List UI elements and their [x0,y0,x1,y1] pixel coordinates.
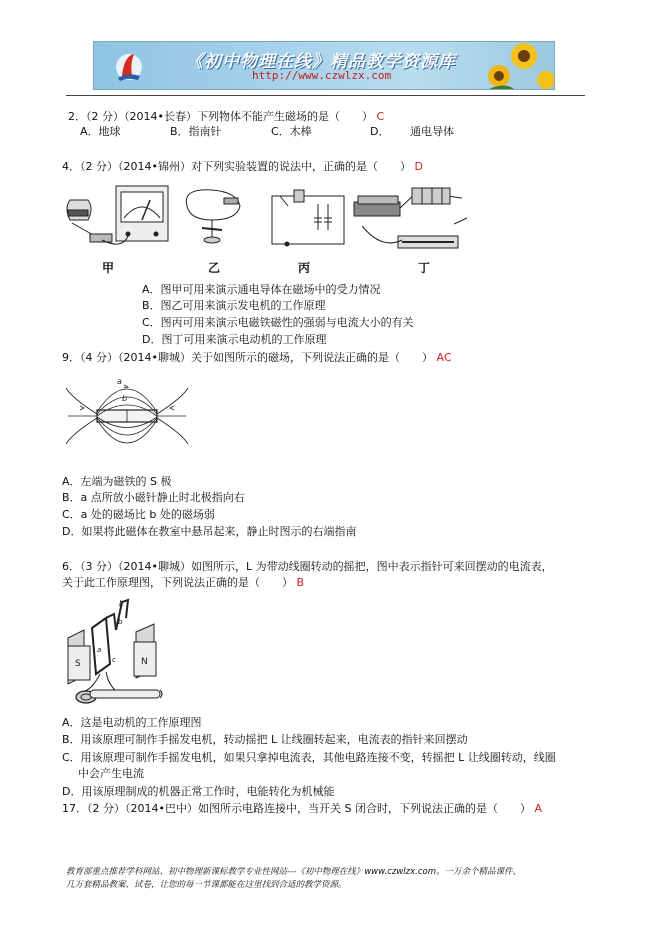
q4-option-c: C．图丙可用来演示电磁铁磁性的强弱与电流大小的有关 [142,316,414,329]
q6-label-b: b [118,618,123,626]
fig-bing [272,190,344,246]
q4-stem [62,160,423,174]
q2-stem [68,110,384,124]
q6-option-a: A．这是电动机的工作原理图 [62,716,202,729]
q4-figures [62,178,482,278]
footer-line2: 几万套精品教案、试卷，让您的每一节课都能在这里找到合适的教学资源。 [66,880,347,890]
q6-generator-figure [62,594,172,712]
q2-stem-text: 2．（2 分）（2014•长春）下列物体不能产生磁场的是（ ） [68,110,373,123]
q9-stem-text: 9．（4 分）（2014•聊城）关于如图所示的磁场，下列说法正确的是（ ） [62,351,433,364]
q2-option-d: D． [370,125,390,138]
q9-option-a: A．左端为磁铁的 S 极 [62,475,172,488]
q9-label-b: b [122,394,128,403]
q9-magnet-field-figure [62,368,192,463]
q4-stem-text: 4．（2 分）（2014•锦州）对下列实验装置的说法中，正确的是（ ） [62,160,411,173]
q2-answer: C [376,110,385,123]
q6-option-b: B．用该原理可制作手摇发电机，转动摇把 L 让线圈转起来，电流表的指针来回摆动 [62,733,468,746]
header-rule [66,95,585,96]
q17-answer: A [534,802,542,815]
q4-answer: D [414,160,423,173]
q6-option-d: D．用该原理制成的机器正常工作时，电能转化为机械能 [62,785,335,798]
q4-option-b: B．图乙可用来演示发电机的工作原理 [142,299,326,312]
q4-option-d: D．图丁可用来演示电动机的工作原理 [142,333,327,346]
q9-option-d: D．如果将此磁体在教室中悬吊起来，静止时图示的右端指南 [62,525,357,538]
q6-label-a: a [97,646,102,654]
q6-label-s: S [75,659,81,669]
q6-label-l: L [119,599,124,608]
footer-line1: 教育部重点推荐学科网站、初中物理新课标教学专业性网站---《初中物理在线》www.czwlzx.com。一万余个精品课件、 [66,867,522,877]
q9-answer: AC [436,351,452,364]
q6-label-n: N [141,657,148,667]
banner-url[interactable]: http://www.czwlzx.com [252,69,392,82]
q2-option-a: A．地球 [80,125,121,138]
q17-stem-text: 17．（2 分）（2014•巴中）如图所示电路连接中，当开关 S 闭合时，下列说法正确的是（ ） [62,802,531,815]
q6-stem-line2-text: 关于此工作原理图，下列说法正确的是（ ） [62,576,293,589]
fig-label-yi: 乙 [208,261,221,275]
fig-label-bing: 丙 [298,261,311,275]
q9-label-a: a [117,377,122,386]
fig-jia [67,186,168,244]
banner-title: 《初中物理在线》精品教学资源库 [186,52,456,72]
q9-option-c: C．a 处的磁场比 b 处的磁场弱 [62,508,215,521]
q4-option-a: A．图甲可用来演示通电导体在磁场中的受力情况 [142,283,381,296]
q9-option-b: B．a 点所放小磁针静止时北极指向右 [62,491,245,504]
q17-stem [62,802,542,816]
q2-option-c: C．木棒 [271,125,312,138]
q9-stem [62,351,452,365]
q6-option-c: C．用该原理可制作手摇发电机，如果只拿掉电流表，其他电路连接不变，转摇把 L 让线圈转动，线圈 [62,751,556,764]
q6-label-c: c [112,656,116,664]
q6-stem-line2 [62,576,304,590]
q6-stem-line1: 6．（3 分）（2014•聊城）如图所示，L 为带动线圈转动的摇把，图中表示指针可来回摆动的电流表， [62,560,553,573]
fig-yi [186,190,240,243]
fig-label-jia: 甲 [102,261,115,275]
q2-option-d-text: 通电导体 [410,125,454,138]
q6-answer: B [296,576,305,589]
fig-label-ding: 丁 [418,261,431,275]
fig-ding [354,188,467,248]
q2-option-b: B．指南针 [170,125,222,138]
header-banner [93,41,555,90]
q6-option-c-cont: 中会产生电流 [78,767,144,780]
